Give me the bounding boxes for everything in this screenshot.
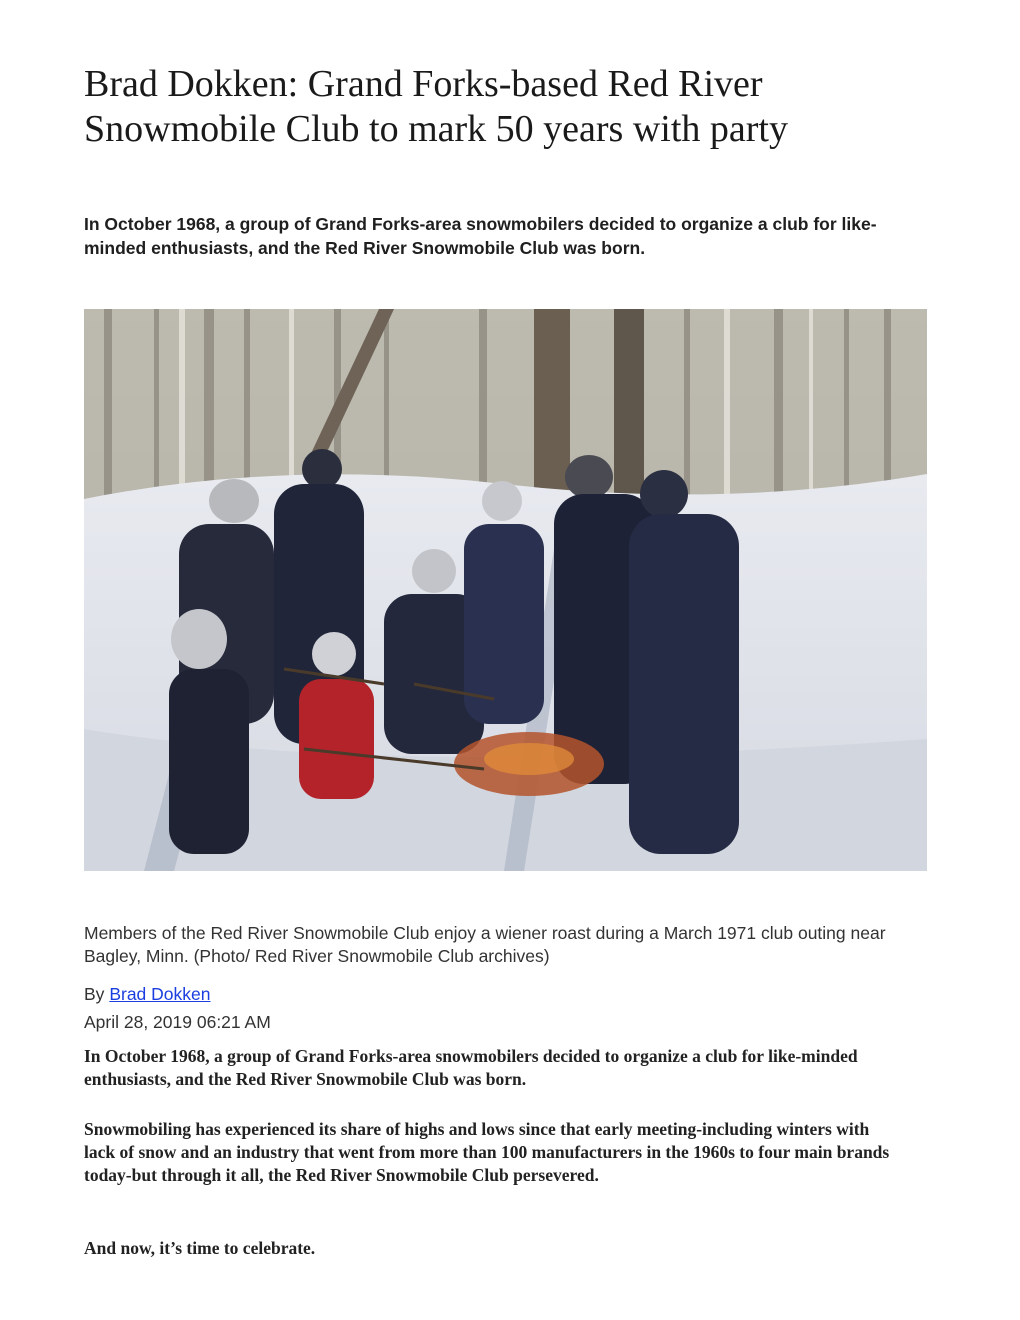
article-headline: Brad Dokken: Grand Forks-based Red River Snowmobile Club to mark 50 years with party <box>84 63 788 150</box>
article-photo <box>84 309 927 871</box>
byline-prefix: By <box>84 984 105 1004</box>
publish-date: April 28, 2019 06:21 AM <box>84 1012 271 1032</box>
byline <box>84 983 210 1005</box>
body-paragraph: In October 1968, a group of Grand Forks-area snowmobilers decided to organize a club for like-minded enthusiasts, and the Red River Snowmobile Club was born. <box>84 1046 858 1089</box>
body-paragraph: Snowmobiling has experienced its share of highs and lows since that early meeting-including winters with lack of snow and an industry that went from more than 100 manufacturers in the 1960s to four main brands today-but through it all, the Red River Snowmobile Club persevered. <box>84 1119 890 1185</box>
author-link[interactable]: Brad Dokken <box>109 984 211 1004</box>
photo-caption: Members of the Red River Snowmobile Club enjoy a wiener roast during a March 1971 club outing near Bagley, Minn. (Photo/ Red River Snowmobile Club archives) <box>84 923 886 966</box>
article-summary: In October 1968, a group of Grand Forks-area snowmobilers decided to organize a club for like-minded enthusiasts, and the Red River Snowmobile Club was born. <box>84 214 877 258</box>
body-paragraph: And now, it’s time to celebrate. <box>84 1238 316 1258</box>
